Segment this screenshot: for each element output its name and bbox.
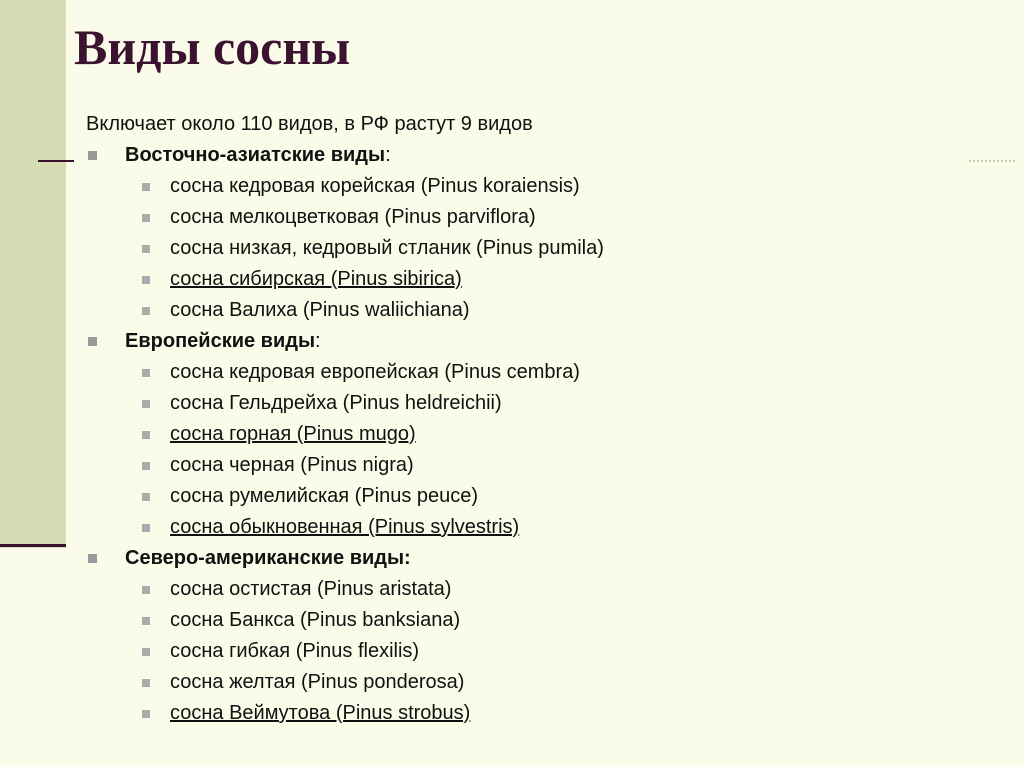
list-item-link[interactable] xyxy=(86,698,966,729)
square-bullet-icon xyxy=(142,648,150,656)
species-text: сосна кедровая корейская (Pinus koraiensis) xyxy=(170,175,580,197)
square-bullet-icon xyxy=(142,400,150,408)
group-header xyxy=(86,140,966,171)
species-link[interactable]: сосна горная (Pinus mugo) xyxy=(170,423,416,445)
group-label: Восточно-азиатские виды xyxy=(125,144,386,166)
square-bullet-icon xyxy=(142,276,150,284)
list-item xyxy=(86,636,966,667)
species-text: сосна кедровая европейская (Pinus cembra) xyxy=(170,361,580,383)
square-bullet-icon xyxy=(142,369,150,377)
square-bullet-icon xyxy=(142,524,150,532)
species-text: сосна гибкая (Pinus flexilis) xyxy=(170,640,420,662)
square-bullet-icon xyxy=(142,462,150,470)
list-item xyxy=(86,171,966,202)
species-text: сосна мелкоцветковая (Pinus parviflora) xyxy=(170,206,536,228)
square-bullet-icon xyxy=(88,337,97,346)
group-header xyxy=(86,326,966,357)
group-label: Северо-американские виды: xyxy=(125,547,411,569)
square-bullet-icon xyxy=(142,214,150,222)
group-colon: : xyxy=(315,330,321,352)
species-link[interactable]: сосна Веймутова (Pinus strobus) xyxy=(170,702,471,724)
species-text: сосна Гельдрейха (Pinus heldreichii) xyxy=(170,392,502,414)
square-bullet-icon xyxy=(142,679,150,687)
group-header xyxy=(86,543,966,574)
group-colon: : xyxy=(385,144,391,166)
species-link[interactable]: сосна сибирская (Pinus sibirica) xyxy=(170,268,462,290)
square-bullet-icon xyxy=(142,431,150,439)
intro-text: Включает около 110 видов, в РФ растут 9 видов xyxy=(86,113,533,135)
species-text: сосна остистая (Pinus aristata) xyxy=(170,578,452,600)
species-text: сосна низкая, кедровый стланик (Pinus pumila) xyxy=(170,237,604,259)
list-item-link[interactable] xyxy=(86,419,966,450)
square-bullet-icon xyxy=(88,151,97,160)
dotted-rule xyxy=(968,160,1016,162)
square-bullet-icon xyxy=(142,710,150,718)
list-item-link[interactable] xyxy=(86,512,966,543)
species-group-north-american xyxy=(86,543,966,729)
list-item xyxy=(86,202,966,233)
species-group-european xyxy=(86,326,966,543)
species-text: сосна желтая (Pinus ponderosa) xyxy=(170,671,465,693)
slide-title: Виды сосны xyxy=(74,19,351,75)
square-bullet-icon xyxy=(142,617,150,625)
species-text: сосна Валиха (Pinus waliichiana) xyxy=(170,299,470,321)
accent-tick xyxy=(38,160,74,162)
list-item xyxy=(86,295,966,326)
square-bullet-icon xyxy=(88,554,97,563)
list-item xyxy=(86,605,966,636)
list-item xyxy=(86,574,966,605)
list-item xyxy=(86,388,966,419)
list-item xyxy=(86,481,966,512)
species-text: сосна румелийская (Pinus peuce) xyxy=(170,485,479,507)
square-bullet-icon xyxy=(142,183,150,191)
square-bullet-icon xyxy=(142,586,150,594)
species-link[interactable]: сосна обыкновенная (Pinus sylvestris) xyxy=(170,516,520,538)
list-item xyxy=(86,357,966,388)
species-text: сосна черная (Pinus nigra) xyxy=(170,454,414,476)
species-group-east-asian xyxy=(86,140,966,326)
list-item xyxy=(86,667,966,698)
slide-content xyxy=(86,108,966,729)
group-label: Европейские виды xyxy=(125,330,316,352)
square-bullet-icon xyxy=(142,245,150,253)
square-bullet-icon xyxy=(142,307,150,315)
side-band xyxy=(0,0,66,548)
side-band-divider xyxy=(0,544,66,547)
list-item xyxy=(86,450,966,481)
square-bullet-icon xyxy=(142,493,150,501)
list-item xyxy=(86,233,966,264)
list-item-link[interactable] xyxy=(86,264,966,295)
species-text: сосна Банкса (Pinus banksiana) xyxy=(170,609,461,631)
